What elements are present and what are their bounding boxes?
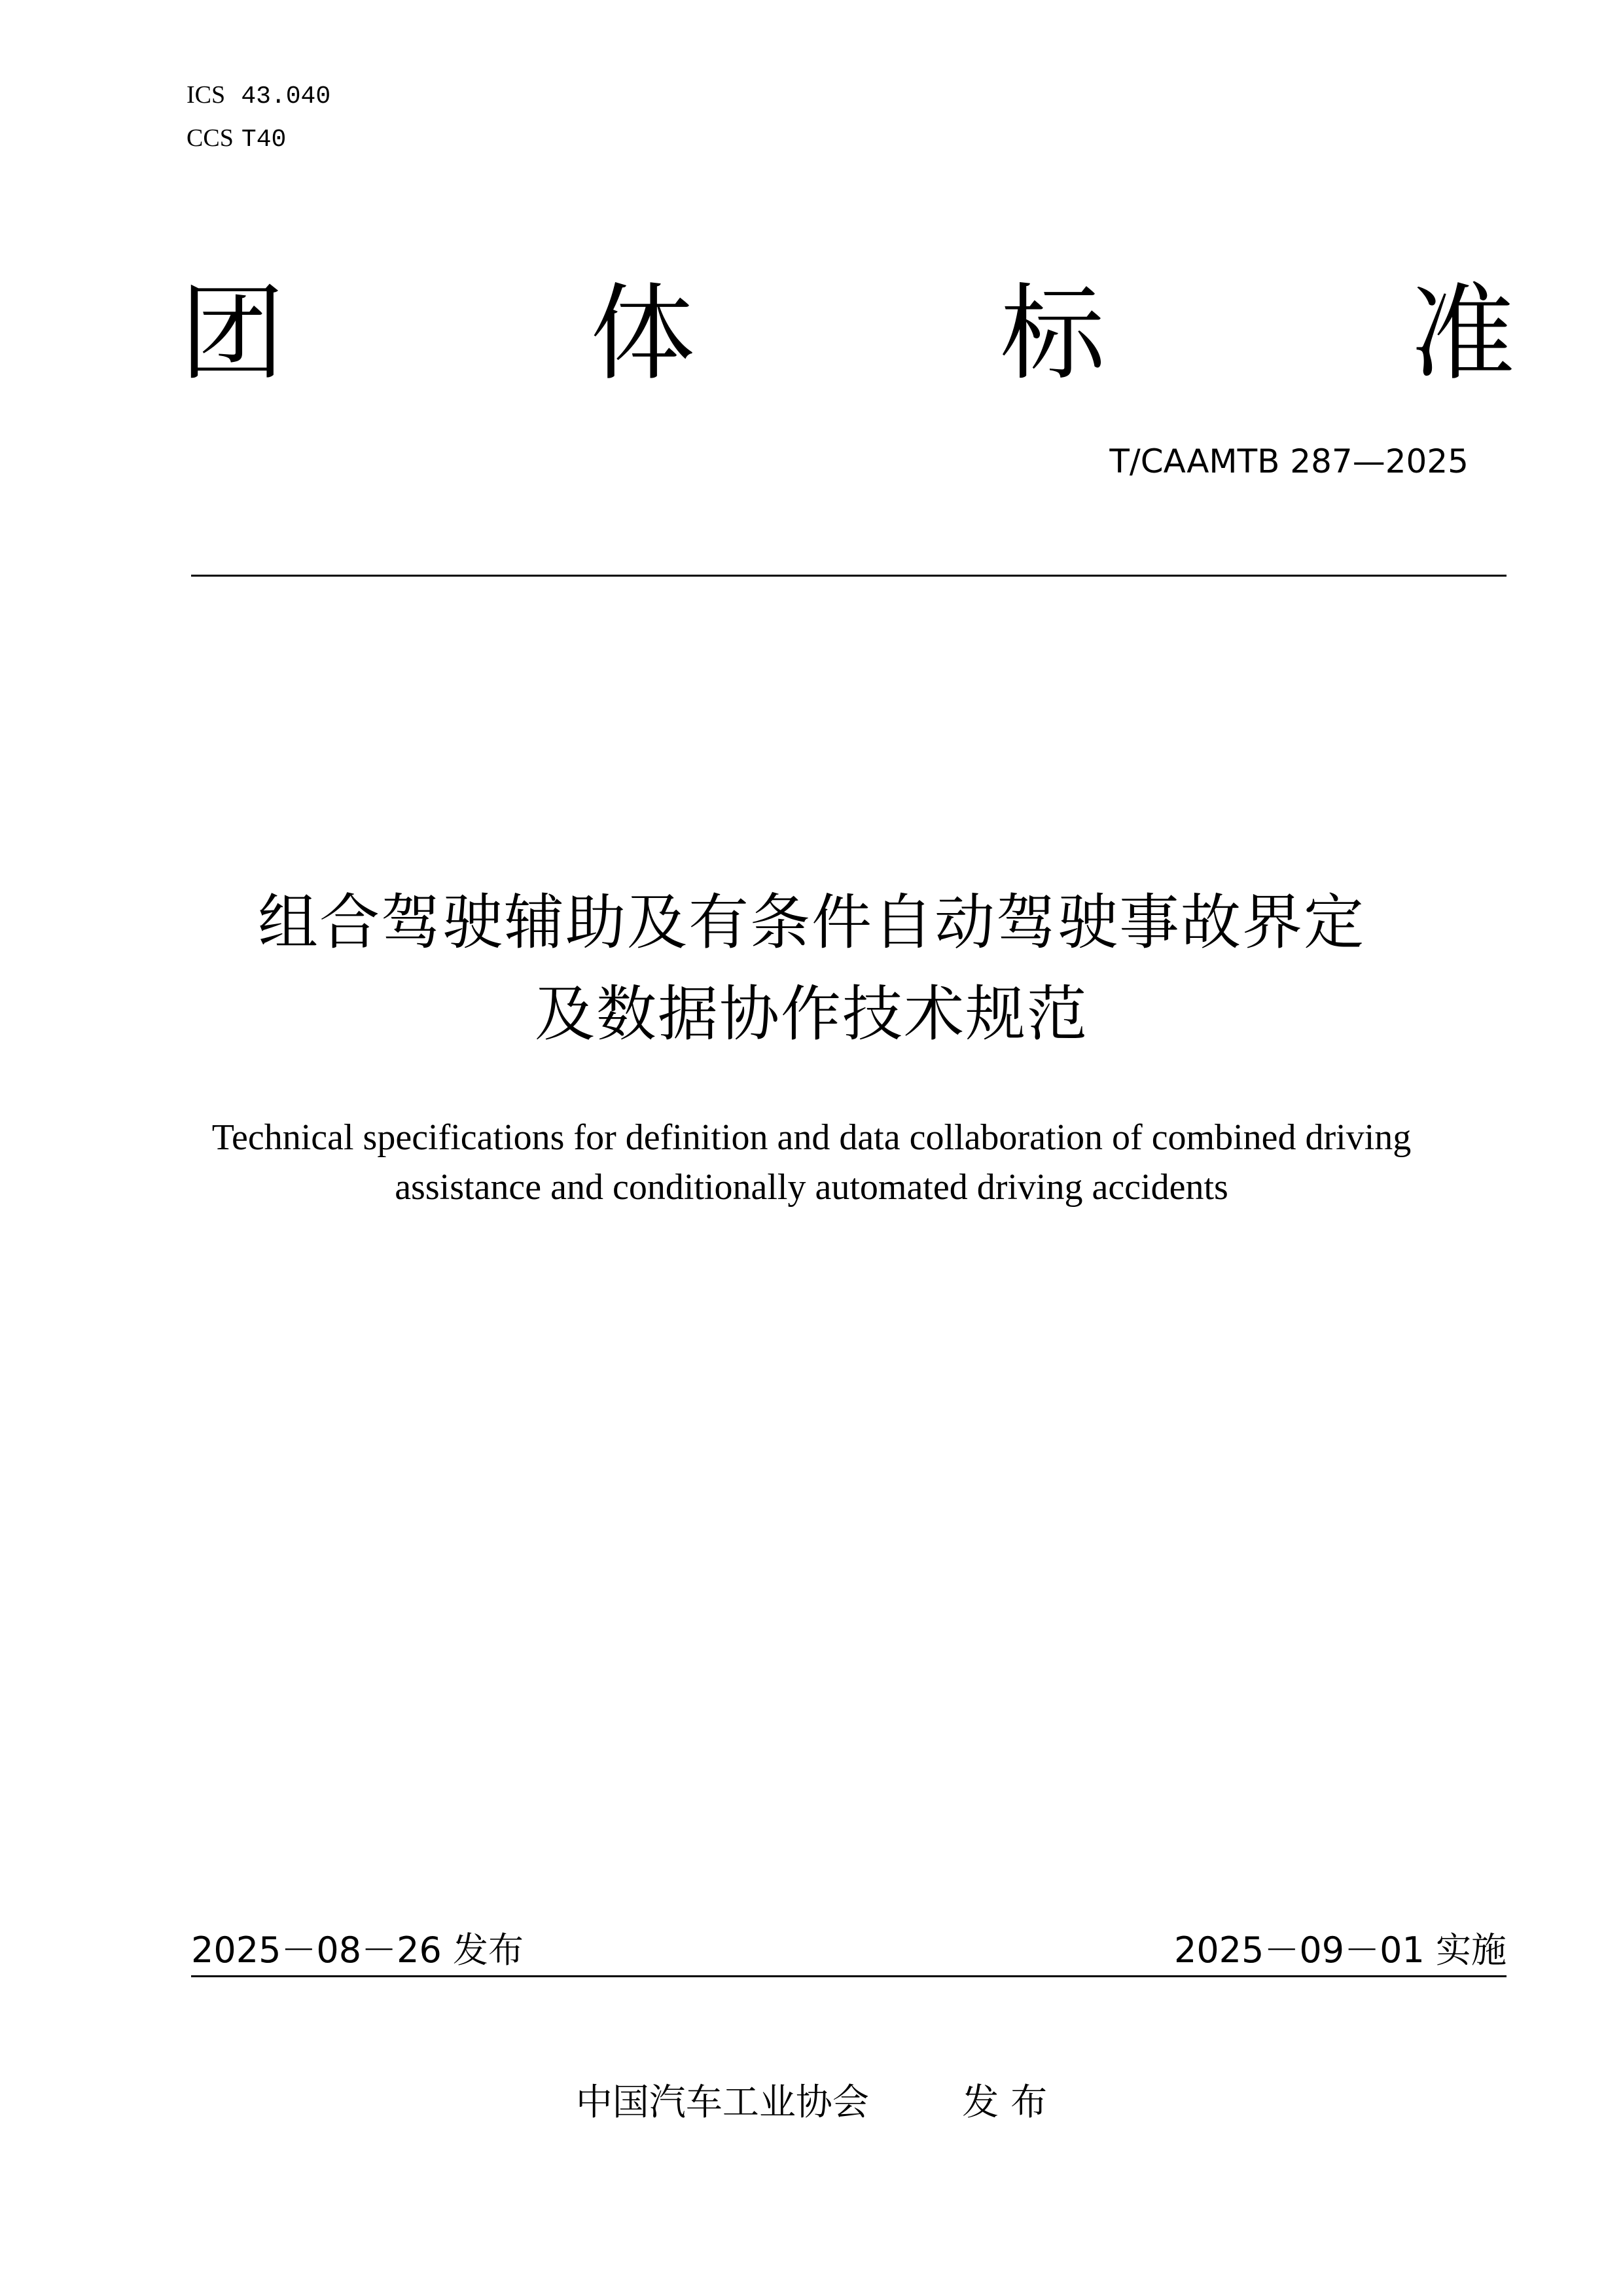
implementation-date: 2025－09－01 实施	[1173, 1929, 1507, 1971]
ics-label: ICS	[187, 81, 226, 109]
ccs-label: CCS	[187, 124, 234, 152]
cn-title-line-2: 及数据协作技术规范	[534, 979, 1088, 1049]
cn-title-line-1: 组合驾驶辅助及有条件自动驾驶事故界定	[257, 888, 1365, 958]
ics-code	[187, 79, 330, 113]
standard-type-title	[180, 272, 1515, 395]
en-title-line-2: assistance and conditionally automated driving accidents	[395, 1167, 1228, 1208]
release-date: 2025－08－26 发布	[191, 1929, 524, 1971]
en-title-line-1: Technical specifications for definition and data collaboration of combined driving	[211, 1117, 1412, 1158]
standard-type-char: 团	[180, 272, 285, 395]
standard-number: T/CAAMTB 287—2025	[1109, 442, 1469, 480]
publisher-action: 发 布	[962, 2081, 1048, 2124]
top-divider	[191, 575, 1507, 577]
standard-type-char: 体	[590, 272, 695, 395]
publisher	[0, 2078, 1623, 2128]
ccs-code	[187, 122, 286, 156]
standard-type-char: 准	[1410, 272, 1515, 395]
publisher-name: 中国汽车工业协会	[575, 2081, 869, 2124]
ccs-value: T40	[241, 126, 287, 154]
bottom-divider	[191, 1975, 1507, 1977]
ics-value: 43.040	[241, 82, 331, 111]
standard-type-char: 标	[1000, 272, 1105, 395]
